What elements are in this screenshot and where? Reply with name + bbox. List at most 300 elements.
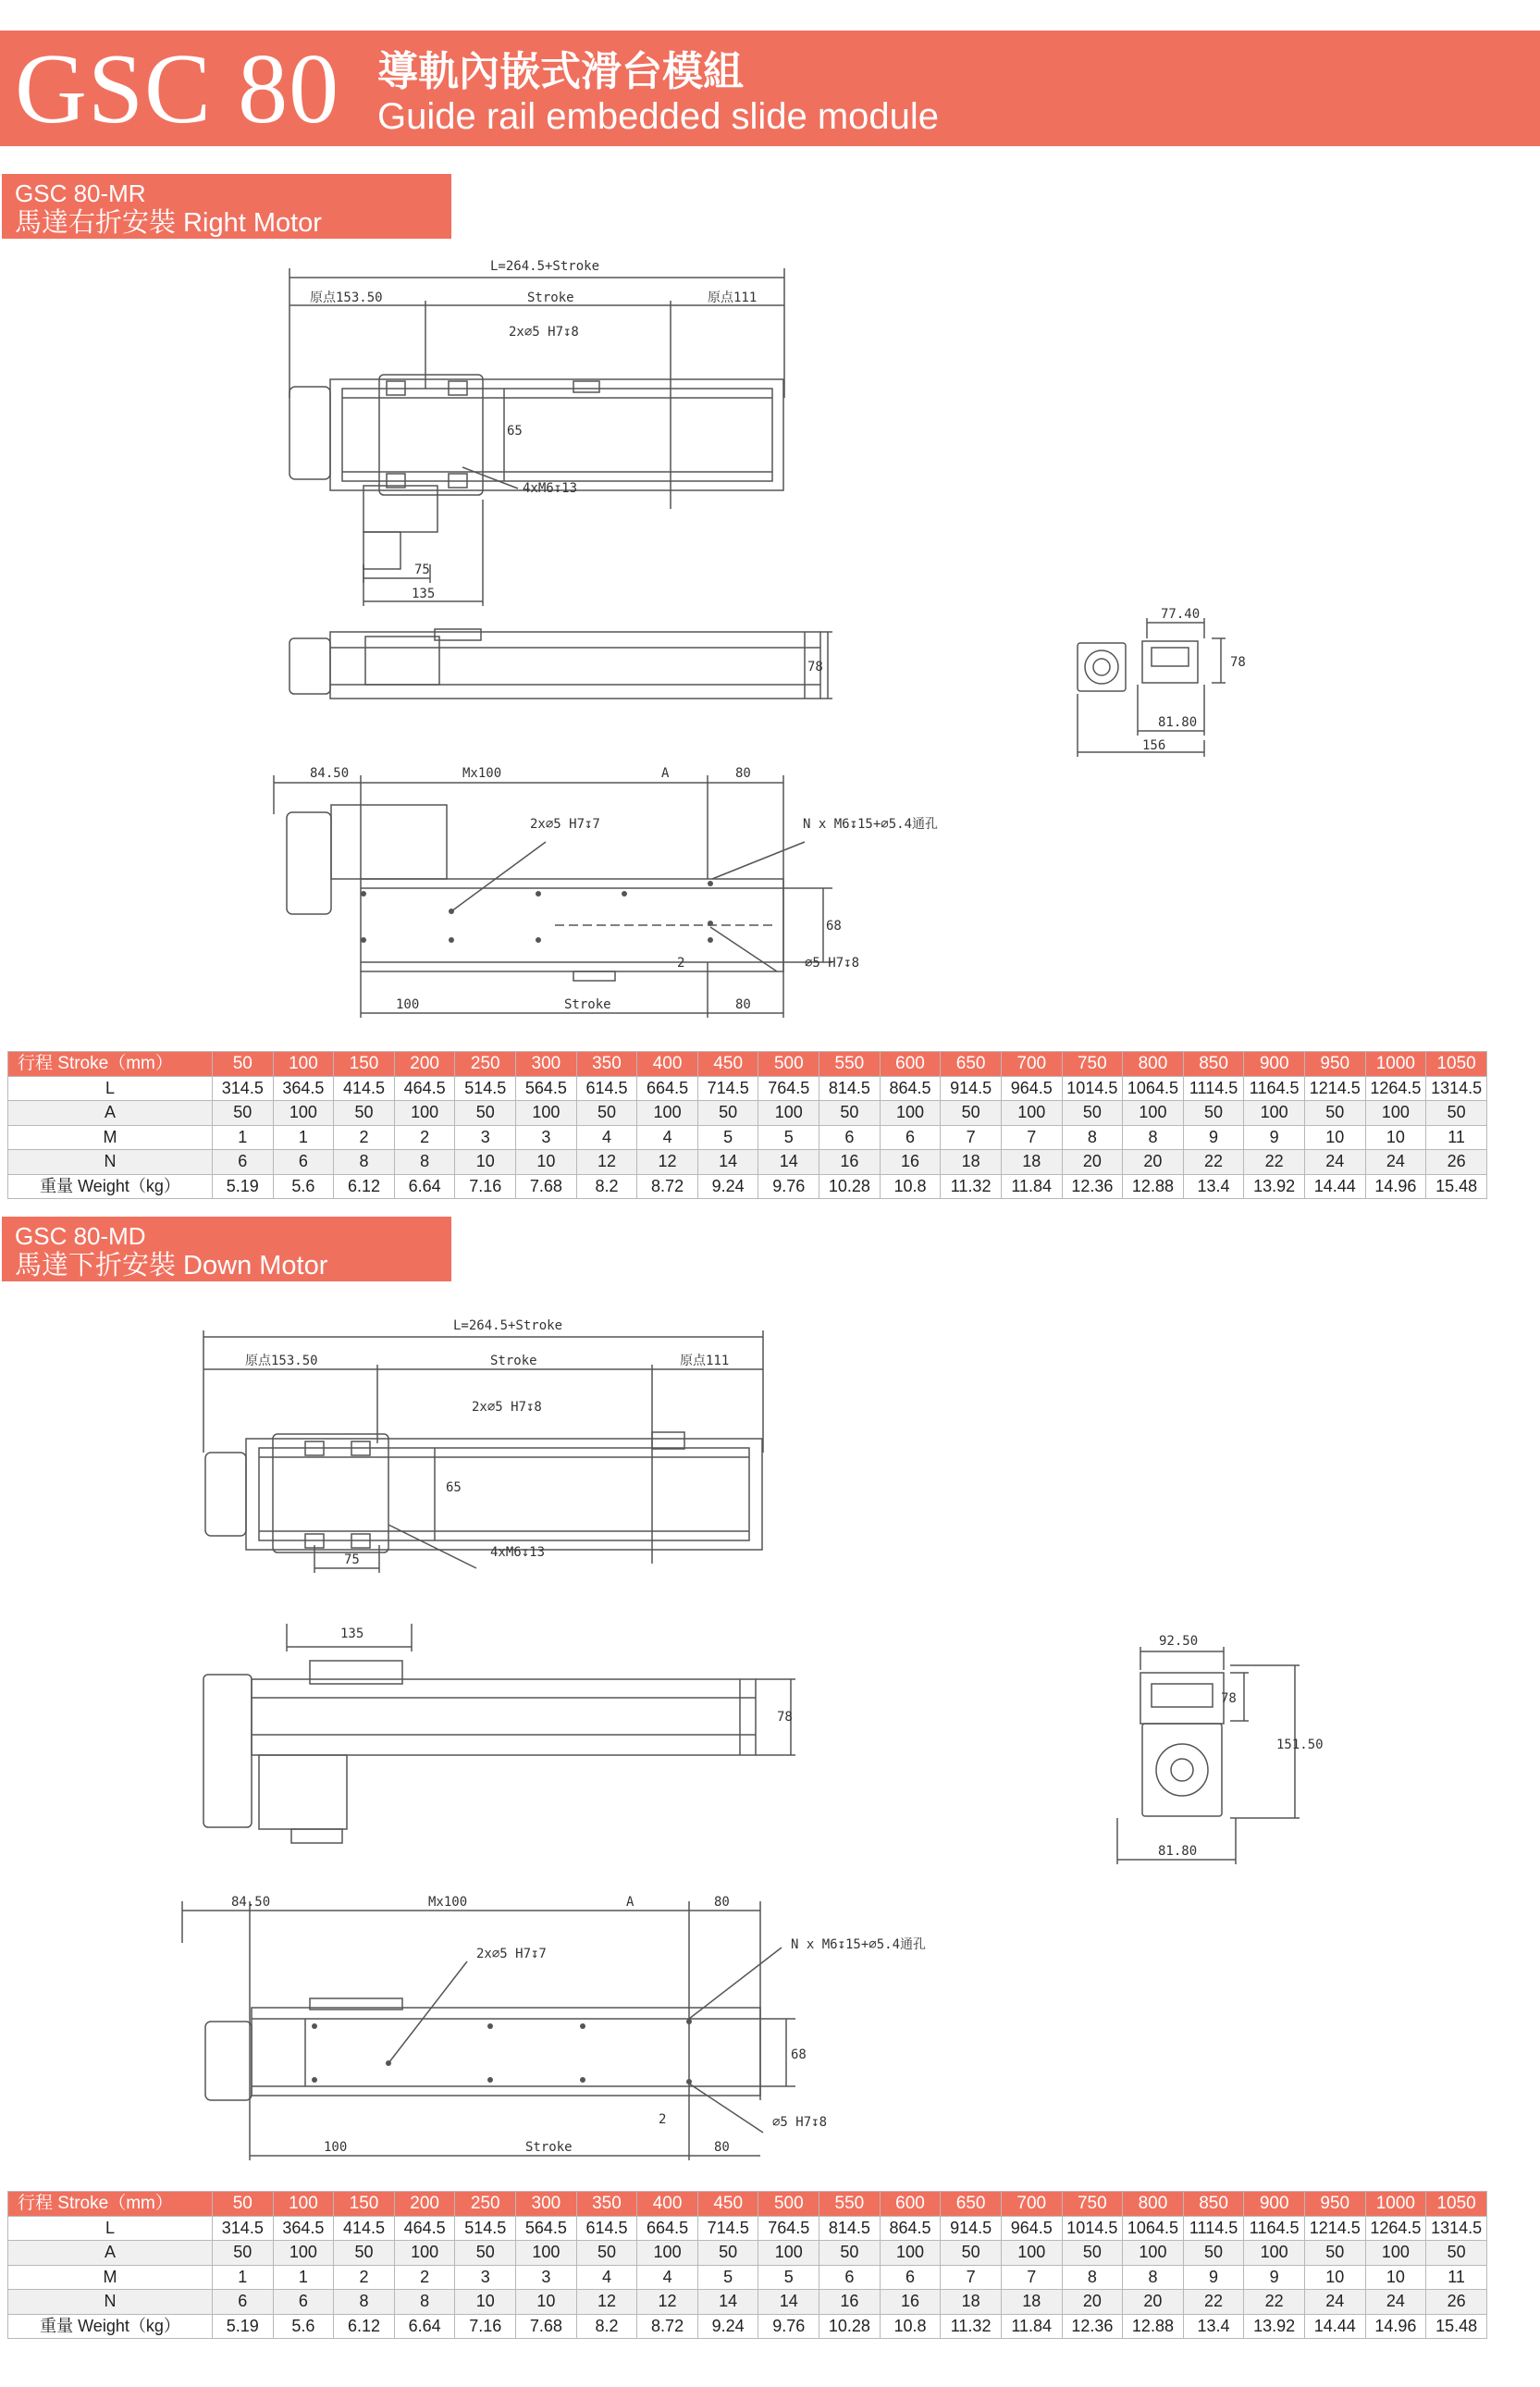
table-cell: 950: [1304, 2192, 1365, 2217]
table-cell: 250: [455, 2192, 516, 2217]
table-cell: 2: [394, 1125, 455, 1150]
dim-a: A: [661, 766, 670, 781]
table-cell: 8: [1062, 1125, 1123, 1150]
table-cell: 50: [576, 2241, 637, 2266]
row-label: L: [8, 1076, 213, 1101]
table-cell: 100: [758, 2241, 819, 2266]
table-cell: 764.5: [758, 1076, 819, 1101]
table-cell: 6: [819, 1125, 881, 1150]
table-cell: 6: [273, 1150, 334, 1175]
table-cell: 700: [1001, 2192, 1062, 2217]
table-cell: 50: [1062, 2241, 1123, 2266]
table-cell: 12.36: [1062, 1174, 1123, 1199]
table-cell: 14.96: [1365, 2314, 1426, 2339]
table-cell: 7.16: [455, 2314, 516, 2339]
table-cell: 650: [941, 2192, 1002, 2217]
table-cell: 550: [819, 2192, 881, 2217]
table-cell: 1: [213, 1125, 274, 1150]
table-cell: 900: [1244, 2192, 1305, 2217]
row-label: 行程 Stroke（mm）: [8, 2192, 213, 2217]
table-cell: 464.5: [394, 2216, 455, 2241]
table-cell: 10: [1304, 2265, 1365, 2290]
table-cell: 9: [1183, 1125, 1244, 1150]
table-row: [8, 2265, 1487, 2290]
table-cell: 14.44: [1304, 1174, 1365, 1199]
table-cell: 7.16: [455, 1174, 516, 1199]
dim-hole5: ∅5 H7↧8: [772, 2115, 828, 2130]
table-cell: 11.32: [941, 2314, 1002, 2339]
table-cell: 6.12: [334, 2314, 395, 2339]
table-cell: 100: [1123, 2241, 1184, 2266]
table-cell: 100: [516, 2241, 577, 2266]
table-cell: 15.48: [1426, 2314, 1487, 2339]
table-cell: 12.88: [1123, 2314, 1184, 2339]
table-cell: 26: [1426, 2290, 1487, 2315]
table-cell: 400: [637, 1052, 698, 1077]
table-cell: 100: [637, 1101, 698, 1126]
table-cell: 24: [1365, 2290, 1426, 2315]
table-cell: 14.96: [1365, 1174, 1426, 1199]
table-cell: 100: [1123, 1101, 1184, 1126]
table-cell: 16: [880, 1150, 941, 1175]
table-cell: 18: [941, 2290, 1002, 2315]
title-english: Guide rail embedded slide module: [377, 96, 940, 137]
table-cell: 1264.5: [1365, 1076, 1426, 1101]
mr-bolt-holes: [361, 881, 713, 943]
dim-80: 80: [735, 766, 751, 781]
table-cell: 9.24: [697, 2314, 758, 2339]
table-cell: 5: [697, 1125, 758, 1150]
table-cell: 13.92: [1244, 2314, 1305, 2339]
table-cell: 10: [455, 1150, 516, 1175]
table-cell: 3: [455, 2265, 516, 2290]
table-cell: 2: [334, 1125, 395, 1150]
row-label: N: [8, 1150, 213, 1175]
table-cell: 1000: [1365, 2192, 1426, 2217]
table-cell: 6: [819, 2265, 881, 2290]
dim-78-end: 78: [1230, 655, 1246, 670]
table-cell: 6: [880, 1125, 941, 1150]
table-cell: 1: [273, 1125, 334, 1150]
table-cell: 1000: [1365, 1052, 1426, 1077]
table-cell: 900: [1244, 1052, 1305, 1077]
table-cell: 364.5: [273, 2216, 334, 2241]
dim-end: 原点111: [708, 291, 758, 305]
dim-156: 156: [1142, 738, 1166, 753]
dim-stroke-bottom: Stroke: [525, 2140, 573, 2155]
dim-screws: 4xM6↧13: [490, 1545, 546, 1560]
table-cell: 514.5: [455, 2216, 516, 2241]
table-cell: 6.64: [394, 1174, 455, 1199]
row-label: N: [8, 2290, 213, 2315]
table-cell: 750: [1062, 2192, 1123, 2217]
table-cell: 50: [1304, 2241, 1365, 2266]
table-cell: 2: [394, 2265, 455, 2290]
table-cell: 11: [1426, 2265, 1487, 2290]
table-cell: 100: [880, 2241, 941, 2266]
table-cell: 10: [1365, 1125, 1426, 1150]
table-cell: 800: [1123, 2192, 1184, 2217]
table-cell: 650: [941, 1052, 1002, 1077]
dim-holes-bottom: 2x∅5 H7↧7: [530, 817, 600, 832]
table-cell: 12.88: [1123, 1174, 1184, 1199]
table-cell: 1214.5: [1304, 1076, 1365, 1101]
table-row: [8, 1101, 1487, 1126]
table-cell: 1114.5: [1183, 1076, 1244, 1101]
table-cell: 12: [576, 2290, 637, 2315]
table-cell: 150: [334, 2192, 395, 2217]
row-label: A: [8, 2241, 213, 2266]
table-cell: 6: [213, 2290, 274, 2315]
table-cell: 10.28: [819, 2314, 881, 2339]
table-cell: 1264.5: [1365, 2216, 1426, 2241]
dim-151: 151.50: [1276, 1738, 1324, 1752]
table-cell: 914.5: [941, 1076, 1002, 1101]
dim-68: 68: [791, 2047, 807, 2062]
table-cell: 24: [1304, 2290, 1365, 2315]
table-cell: 1314.5: [1426, 2216, 1487, 2241]
table-cell: 8: [334, 2290, 395, 2315]
dim-origin: 原点153.50: [245, 1354, 318, 1368]
table-cell: 4: [576, 1125, 637, 1150]
dim-81: 81.80: [1158, 1844, 1198, 1859]
dim-stroke-bottom: Stroke: [564, 997, 611, 1012]
table-row: [8, 2314, 1487, 2339]
table-cell: 100: [1001, 1101, 1062, 1126]
dim-84: 84.50: [231, 1895, 271, 1910]
table-cell: 8.72: [637, 2314, 698, 2339]
table-cell: 50: [1183, 2241, 1244, 2266]
table-cell: 20: [1062, 2290, 1123, 2315]
dim-92: 92.50: [1159, 1634, 1199, 1649]
table-cell: 50: [1062, 1101, 1123, 1126]
table-cell: 5: [758, 1125, 819, 1150]
dim-80-bottom: 80: [735, 997, 751, 1012]
table-cell: 9: [1244, 1125, 1305, 1150]
table-cell: 664.5: [637, 1076, 698, 1101]
table-cell: 4: [576, 2265, 637, 2290]
dim-holes-bottom: 2x∅5 H7↧7: [476, 1947, 547, 1961]
table-cell: 364.5: [273, 1076, 334, 1101]
table-cell: 50: [213, 1101, 274, 1126]
table-cell: 250: [455, 1052, 516, 1077]
table-cell: 800: [1123, 1052, 1184, 1077]
table-cell: 16: [819, 2290, 881, 2315]
table-cell: 20: [1123, 1150, 1184, 1175]
table-cell: 15.48: [1426, 1174, 1487, 1199]
dim-65: 65: [446, 1480, 462, 1495]
table-cell: 300: [516, 2192, 577, 2217]
table-cell: 11.84: [1001, 2314, 1062, 2339]
table-cell: 24: [1365, 1150, 1426, 1175]
table-cell: 100: [394, 1101, 455, 1126]
table-cell: 464.5: [394, 1076, 455, 1101]
table-cell: 964.5: [1001, 2216, 1062, 2241]
table-cell: 814.5: [819, 1076, 881, 1101]
table-cell: 9: [1244, 2265, 1305, 2290]
table-cell: 564.5: [516, 1076, 577, 1101]
md-drawing-svg: [0, 1295, 1540, 2183]
table-cell: 350: [576, 1052, 637, 1077]
table-cell: 14: [697, 2290, 758, 2315]
table-cell: 850: [1183, 1052, 1244, 1077]
table-cell: 50: [1426, 1101, 1487, 1126]
table-cell: 14: [758, 1150, 819, 1175]
table-cell: 22: [1183, 1150, 1244, 1175]
table-cell: 10: [1365, 2265, 1426, 2290]
title-chinese: 導軌內嵌式滑台模組: [377, 49, 744, 94]
page-header: [0, 31, 1540, 146]
table-cell: 100: [273, 1101, 334, 1126]
table-cell: 8.2: [576, 2314, 637, 2339]
table-cell: 50: [819, 1101, 881, 1126]
table-cell: 1: [213, 2265, 274, 2290]
table-cell: 1214.5: [1304, 2216, 1365, 2241]
dim-end: 原点111: [680, 1354, 730, 1368]
table-cell: 8.2: [576, 1174, 637, 1199]
dim-75: 75: [344, 1552, 360, 1567]
table-cell: 664.5: [637, 2216, 698, 2241]
table-cell: 1064.5: [1123, 2216, 1184, 2241]
table-cell: 5.6: [273, 2314, 334, 2339]
section-title: 馬達下折安裝 Down Motor Mounting: [15, 1251, 328, 1312]
table-cell: 350: [576, 2192, 637, 2217]
row-label: A: [8, 1101, 213, 1126]
table-cell: 850: [1183, 2192, 1244, 2217]
dim-mx: Mx100: [428, 1895, 468, 1910]
table-cell: 1064.5: [1123, 1076, 1184, 1101]
dim-135: 135: [340, 1626, 364, 1641]
table-cell: 16: [880, 2290, 941, 2315]
row-label: M: [8, 1125, 213, 1150]
table-cell: 600: [880, 1052, 941, 1077]
table-cell: 100: [394, 2241, 455, 2266]
table-cell: 100: [516, 1101, 577, 1126]
table-cell: 100: [273, 2241, 334, 2266]
table-cell: 500: [758, 1052, 819, 1077]
table-cell: 1050: [1426, 2192, 1487, 2217]
row-label: 重量 Weight（kg）: [8, 1174, 213, 1199]
md-drawings: [0, 1295, 1540, 2183]
table-row: [8, 2241, 1487, 2266]
table-cell: 50: [576, 1101, 637, 1126]
table-cell: 10: [516, 2290, 577, 2315]
table-cell: 6: [213, 1150, 274, 1175]
table-cell: 10: [516, 1150, 577, 1175]
table-cell: 7: [1001, 2265, 1062, 2290]
table-cell: 16: [819, 1150, 881, 1175]
table-cell: 18: [1001, 1150, 1062, 1175]
table-cell: 614.5: [576, 2216, 637, 2241]
table-cell: 864.5: [880, 2216, 941, 2241]
table-cell: 7: [941, 1125, 1002, 1150]
dim-78: 78: [807, 660, 823, 674]
table-cell: 200: [394, 2192, 455, 2217]
table-cell: 50: [213, 2192, 274, 2217]
table-cell: 22: [1183, 2290, 1244, 2315]
table-cell: 7: [941, 2265, 1002, 2290]
table-row: [8, 1150, 1487, 1175]
section-code: GSC 80-MD: [15, 1222, 146, 1250]
table-cell: 2: [334, 2265, 395, 2290]
dim-81: 81.80: [1158, 715, 1198, 730]
dim-78-end: 78: [1221, 1691, 1237, 1706]
row-label: 重量 Weight（kg）: [8, 2314, 213, 2339]
table-cell: 500: [758, 2192, 819, 2217]
table-cell: 100: [273, 1052, 334, 1077]
table-cell: 450: [697, 2192, 758, 2217]
table-cell: 5.19: [213, 2314, 274, 2339]
dim-length: L=264.5+Stroke: [490, 259, 600, 274]
table-header-row: [8, 2192, 1487, 2217]
row-label: M: [8, 2265, 213, 2290]
table-cell: 11.32: [941, 1174, 1002, 1199]
table-cell: 5: [697, 2265, 758, 2290]
dim-100: 100: [396, 997, 420, 1012]
mr-drawing-svg: [0, 250, 1540, 1036]
table-cell: 100: [1001, 2241, 1062, 2266]
table-cell: 10.8: [880, 1174, 941, 1199]
table-cell: 20: [1062, 1150, 1123, 1175]
spec-table-mr: [7, 1051, 1487, 1199]
table-cell: 8: [394, 1150, 455, 1175]
section-title: 馬達右折安裝 Right Motor Mounting: [15, 208, 322, 269]
table-row: [8, 1076, 1487, 1101]
table-cell: 10.8: [880, 2314, 941, 2339]
table-cell: 12: [637, 2290, 698, 2315]
table-cell: 6: [880, 2265, 941, 2290]
dim-84: 84.50: [310, 766, 350, 781]
table-cell: 50: [697, 1101, 758, 1126]
dim-screws: 4xM6↧13: [523, 481, 578, 496]
row-label: L: [8, 2216, 213, 2241]
table-cell: 4: [637, 2265, 698, 2290]
table-cell: 1314.5: [1426, 1076, 1487, 1101]
table-cell: 400: [637, 2192, 698, 2217]
dim-100: 100: [324, 2140, 348, 2155]
table-cell: 550: [819, 1052, 881, 1077]
table-cell: 11: [1426, 1125, 1487, 1150]
table-cell: 50: [1183, 1101, 1244, 1126]
table-cell: 6.64: [394, 2314, 455, 2339]
table-cell: 950: [1304, 1052, 1365, 1077]
table-cell: 300: [516, 1052, 577, 1077]
dim-68: 68: [826, 919, 842, 934]
table-cell: 100: [1365, 1101, 1426, 1126]
table-cell: 414.5: [334, 1076, 395, 1101]
md-bolt-holes: [312, 2019, 692, 2084]
table-row: [8, 1125, 1487, 1150]
table-cell: 12: [637, 1150, 698, 1175]
table-cell: 13.92: [1244, 1174, 1305, 1199]
table-cell: 18: [1001, 2290, 1062, 2315]
table-cell: 24: [1304, 1150, 1365, 1175]
mr-drawings: [0, 250, 1540, 1036]
table-cell: 1050: [1426, 1052, 1487, 1077]
dim-65: 65: [507, 424, 523, 439]
dim-hole5: ∅5 H7↧8: [805, 956, 860, 971]
table-cell: 750: [1062, 1052, 1123, 1077]
table-cell: 50: [455, 2241, 516, 2266]
dim-80: 80: [714, 1895, 730, 1910]
dim-stroke: Stroke: [490, 1354, 537, 1368]
table-cell: 600: [880, 2192, 941, 2217]
table-cell: 3: [516, 2265, 577, 2290]
table-cell: 514.5: [455, 1076, 516, 1101]
table-cell: 764.5: [758, 2216, 819, 2241]
table-cell: 1014.5: [1062, 1076, 1123, 1101]
table-cell: 314.5: [213, 2216, 274, 2241]
table-cell: 100: [880, 1101, 941, 1126]
table-cell: 50: [1426, 2241, 1487, 2266]
table-cell: 100: [273, 2192, 334, 2217]
table-cell: 100: [758, 1101, 819, 1126]
dim-mx: Mx100: [462, 766, 502, 781]
table-cell: 9.24: [697, 1174, 758, 1199]
section-code: GSC 80-MR: [15, 179, 146, 207]
table-cell: 9: [1183, 2265, 1244, 2290]
table-cell: 20: [1123, 2290, 1184, 2315]
dim-length: L=264.5+Stroke: [453, 1318, 563, 1333]
spec-table-md: [7, 2191, 1487, 2339]
dim-135: 135: [412, 587, 436, 601]
dim-holes: 2x∅5 H7↧8: [509, 325, 579, 340]
table-cell: 3: [455, 1125, 516, 1150]
table-cell: 714.5: [697, 2216, 758, 2241]
table-cell: 50: [213, 1052, 274, 1077]
table-cell: 8: [334, 1150, 395, 1175]
table-cell: 5: [758, 2265, 819, 2290]
table-cell: 26: [1426, 1150, 1487, 1175]
section-tag-mr: [2, 174, 451, 269]
table-cell: 4: [637, 1125, 698, 1150]
table-row: [8, 1174, 1487, 1199]
dim-2: 2: [677, 956, 685, 971]
table-cell: 8: [394, 2290, 455, 2315]
dim-77: 77.40: [1161, 607, 1201, 622]
table-cell: 14: [758, 2290, 819, 2315]
table-cell: 10: [455, 2290, 516, 2315]
dim-a: A: [626, 1895, 634, 1910]
table-cell: 22: [1244, 1150, 1305, 1175]
table-cell: 414.5: [334, 2216, 395, 2241]
table-cell: 564.5: [516, 2216, 577, 2241]
table-cell: 864.5: [880, 1076, 941, 1101]
table-cell: 700: [1001, 1052, 1062, 1077]
table-cell: 450: [697, 1052, 758, 1077]
table-cell: 1164.5: [1244, 1076, 1305, 1101]
dim-nm6: N x M6↧15+∅5.4通孔: [803, 817, 939, 832]
table-cell: 1: [273, 2265, 334, 2290]
table-cell: 9.76: [758, 1174, 819, 1199]
table-cell: 200: [394, 1052, 455, 1077]
table-cell: 7.68: [516, 1174, 577, 1199]
dim-78: 78: [777, 1710, 793, 1725]
table-cell: 50: [819, 2241, 881, 2266]
table-cell: 13.4: [1183, 2314, 1244, 2339]
table-cell: 9.76: [758, 2314, 819, 2339]
table-cell: 100: [1244, 2241, 1305, 2266]
table-cell: 50: [697, 2241, 758, 2266]
table-cell: 314.5: [213, 1076, 274, 1101]
table-cell: 5.19: [213, 1174, 274, 1199]
table-cell: 6.12: [334, 1174, 395, 1199]
table-cell: 14.44: [1304, 2314, 1365, 2339]
table-cell: 50: [213, 2241, 274, 2266]
table-cell: 12: [576, 1150, 637, 1175]
table-cell: 8: [1123, 1125, 1184, 1150]
table-cell: 10: [1304, 1125, 1365, 1150]
